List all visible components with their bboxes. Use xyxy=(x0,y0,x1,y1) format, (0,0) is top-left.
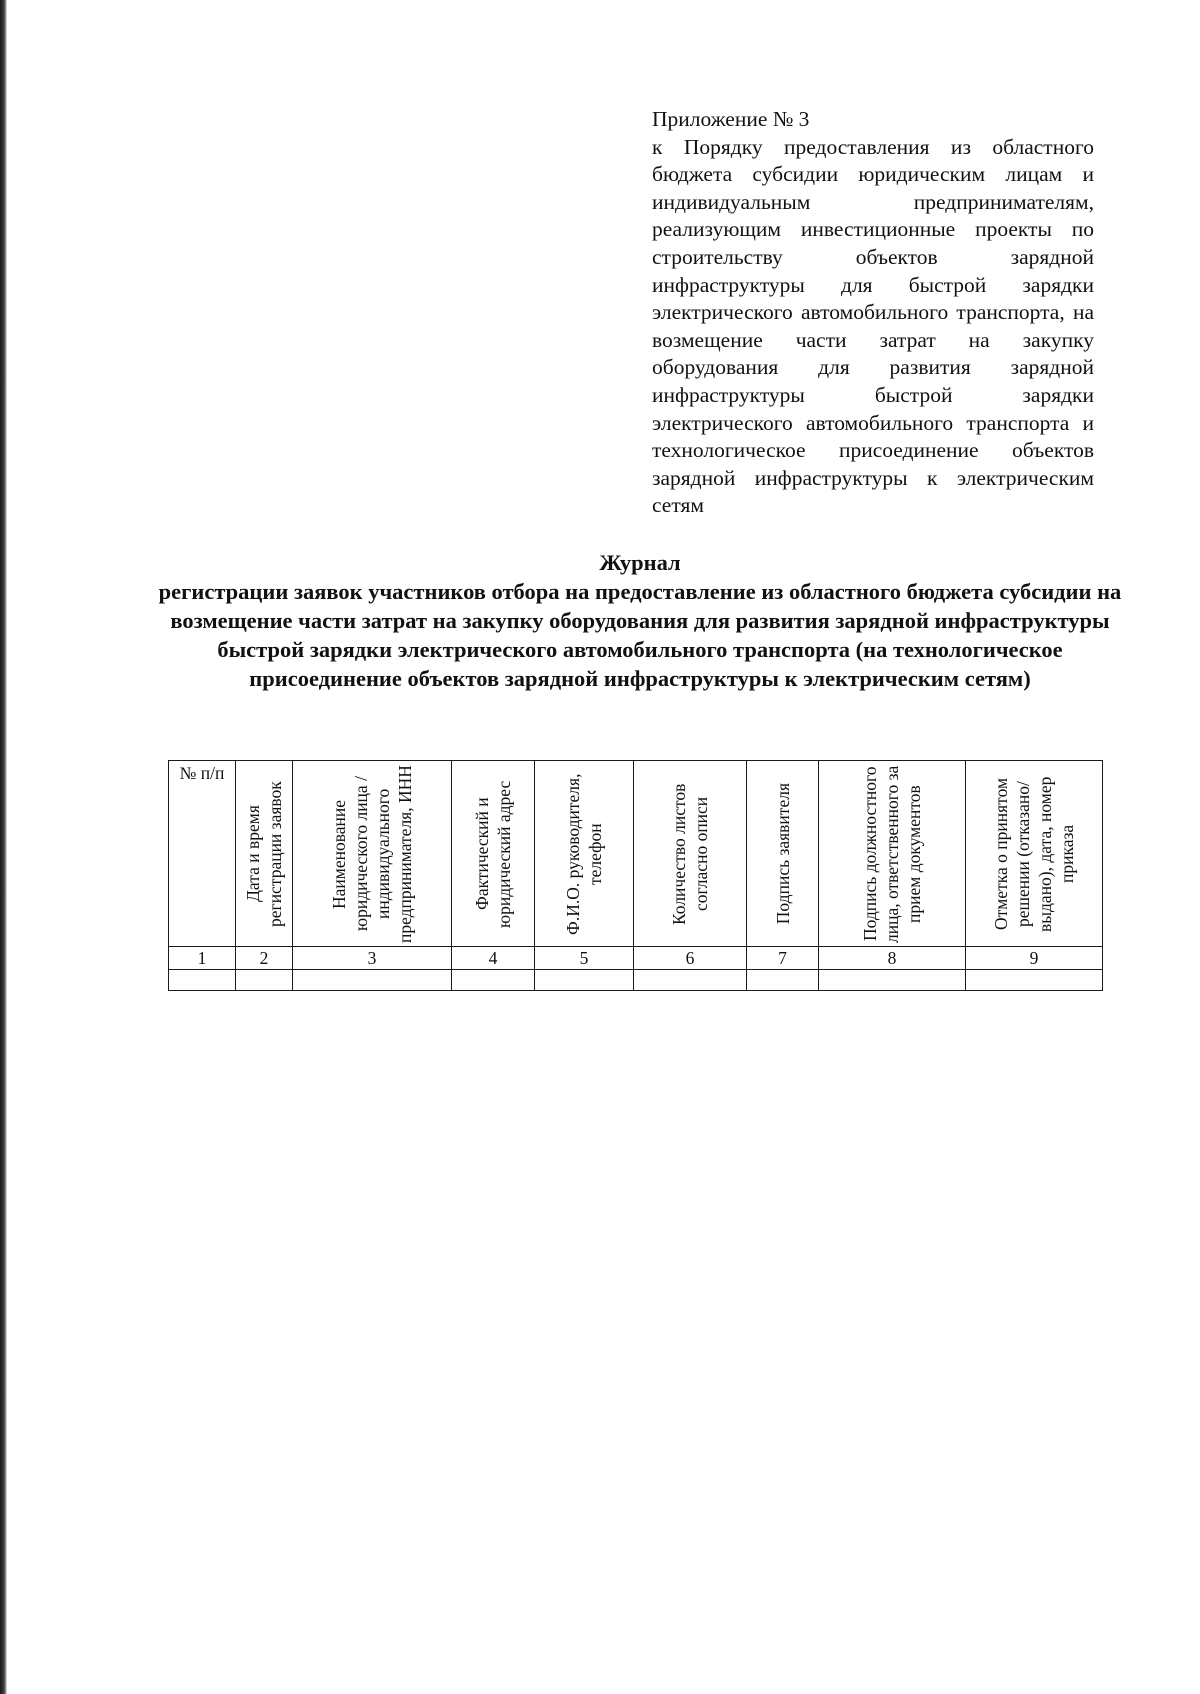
empty-cell xyxy=(535,970,634,991)
table-empty-row xyxy=(169,970,1103,991)
header-cell-official-signature xyxy=(819,761,966,947)
empty-cell xyxy=(634,970,747,991)
empty-cell xyxy=(236,970,293,991)
empty-cell xyxy=(452,970,535,991)
header-cell-sheet-count xyxy=(634,761,747,947)
appendix-text: к Порядку предоставления из областного бюджета субсидии юридическим лицам и индивидуальным предпринимателям, реализующим инвестиционные проекты по строительству объектов зарядной инфраструктуры для быстрой зарядки электрического автомобильного транспорта, на возмещение части затрат на закупку оборудования для развития зарядной инфраструктуры быстрой зарядки электрического автомобильного транспорта и технологическое присоединение объектов зарядной инфраструктуры к электрическим сетям xyxy=(652,134,1094,518)
journal-subtitle: регистрации заявок участников отбора на предоставление из областного бюджета субсидии на возмещение части затрат на закупку оборудования для развития зарядной инфраструктуры быстрой зарядки электрического автомобильного транспорта (на технологическое присоединение объектов зарядной инфраструктуры к электрическим сетям) xyxy=(158,579,1122,691)
column-number: 3 xyxy=(293,947,452,970)
journal-title: Журнал xyxy=(599,550,681,575)
journal-title-block xyxy=(150,548,1130,693)
column-number: 6 xyxy=(634,947,747,970)
header-label: Наименование юридического лица / индивидуального предпринимателя, ИНН xyxy=(329,764,415,943)
header-cell-decision xyxy=(966,761,1103,947)
empty-cell xyxy=(747,970,819,991)
column-number: 4 xyxy=(452,947,535,970)
appendix-label: Приложение № 3 xyxy=(652,107,810,131)
empty-cell xyxy=(169,970,236,991)
header-cell-entity-name xyxy=(293,761,452,947)
header-cell-applicant-signature xyxy=(747,761,819,947)
empty-cell xyxy=(819,970,966,991)
table-header-row xyxy=(169,761,1103,947)
header-label: Количество листов согласно описи xyxy=(669,782,711,925)
header-label: Подпись заявителя xyxy=(772,782,793,925)
column-number: 1 xyxy=(169,947,236,970)
header-cell-registration-date xyxy=(236,761,293,947)
header-cell-address xyxy=(452,761,535,947)
header-label: № п/п xyxy=(179,763,225,783)
column-number: 5 xyxy=(535,947,634,970)
header-label: Подпись должностного лица, ответственного за прием документов xyxy=(860,764,924,943)
header-label: Дата и время регистрации заявок xyxy=(243,780,285,927)
scan-edge xyxy=(0,0,7,1694)
header-cell-number xyxy=(169,761,236,947)
column-number: 9 xyxy=(966,947,1103,970)
appendix-block xyxy=(652,106,1094,520)
column-number: 8 xyxy=(819,947,966,970)
column-number: 2 xyxy=(236,947,293,970)
empty-cell xyxy=(293,970,452,991)
header-label: Отметка о принятом решении (отказано/выдано), дата, номер приказа xyxy=(991,775,1077,932)
header-label: Ф.И.О. руководителя, телефон xyxy=(563,772,605,935)
table-number-row xyxy=(169,947,1103,970)
registration-table xyxy=(168,760,1103,991)
header-cell-director xyxy=(535,761,634,947)
header-label: Фактический и юридический адрес xyxy=(472,779,514,928)
column-number: 7 xyxy=(747,947,819,970)
empty-cell xyxy=(966,970,1103,991)
